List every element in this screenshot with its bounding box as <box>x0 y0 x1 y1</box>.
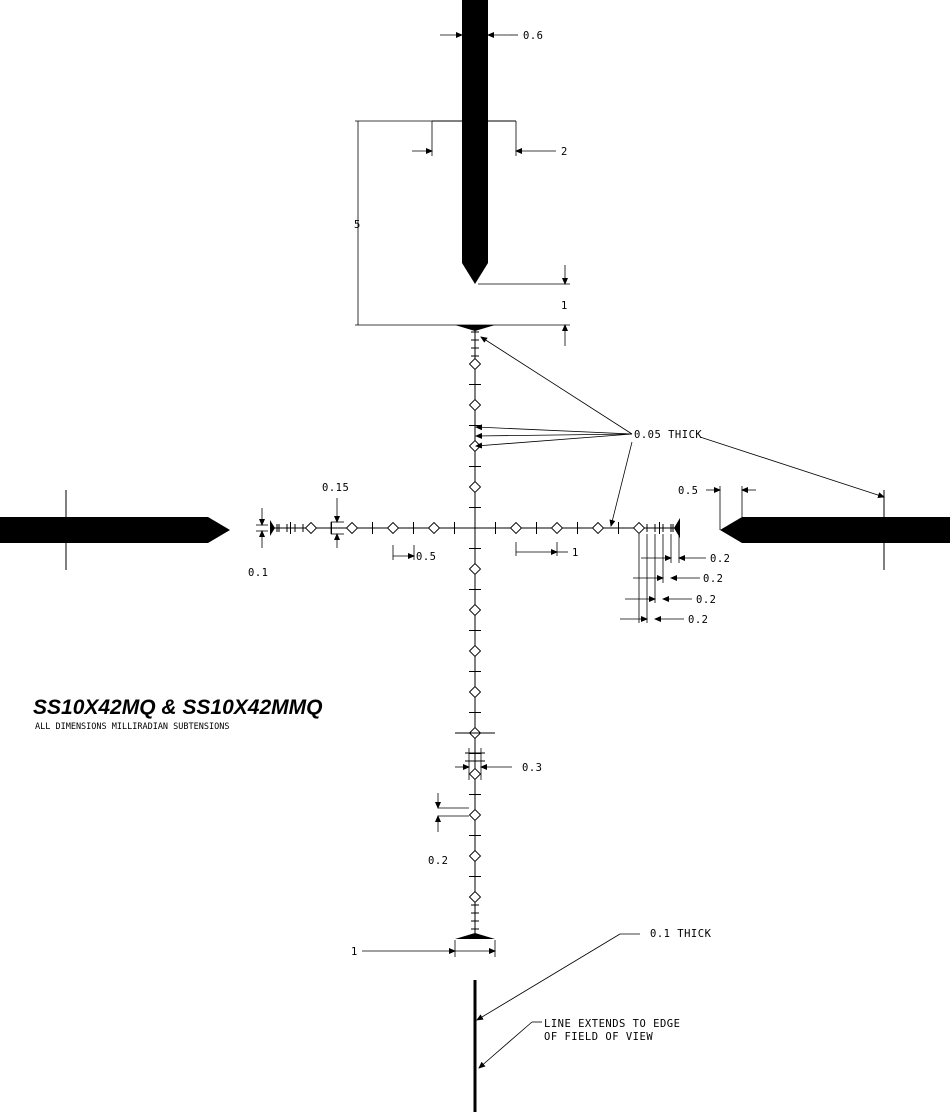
mil-diamond <box>470 400 481 411</box>
dim-end-marker <box>248 508 268 579</box>
dim-label-post-length: 5 <box>354 219 361 231</box>
dim-label-bottom-width: 1 <box>351 946 358 958</box>
bottom-end-marker <box>455 933 495 939</box>
bottom-post <box>474 980 477 1112</box>
dim-bottom-line-thickness <box>477 928 712 1020</box>
dim-label-line-thickness: 0.05 THICK <box>634 429 703 441</box>
dim-unit-spacing <box>516 542 579 559</box>
dim-label-fine-4: 0.2 <box>688 614 709 626</box>
edge-note <box>479 1018 680 1068</box>
top-end-marker <box>455 325 495 331</box>
dim-label-half-spacing: 0.5 <box>416 551 437 563</box>
dim-post-width <box>440 30 543 42</box>
dim-label-post-width: 0.6 <box>523 30 544 42</box>
dim-label-end-marker: 0.1 <box>248 567 269 579</box>
mil-diamond <box>306 523 317 534</box>
dim-label-tick-height: 0.15 <box>322 482 350 494</box>
top-post <box>462 0 488 284</box>
edge-note-line2: OF FIELD OF VIEW <box>544 1031 654 1043</box>
dim-fine-spacing <box>620 534 730 626</box>
mil-diamond <box>470 687 481 698</box>
dim-label-lower-spacing: 0.2 <box>428 855 449 867</box>
right-post <box>720 517 950 543</box>
dim-label-fine-2: 0.2 <box>703 573 724 585</box>
dim-label-post-gap: 1 <box>561 300 568 312</box>
mil-diamond <box>552 523 563 534</box>
dim-label-bottom-line-thickness: 0.1 THICK <box>650 928 712 940</box>
edge-note-line1: LINE EXTENDS TO EDGE <box>544 1018 681 1030</box>
dim-tick-height <box>322 482 349 548</box>
dim-post-gap <box>478 265 570 346</box>
mil-diamond <box>634 523 645 534</box>
dim-bottom-width <box>351 940 495 958</box>
mil-diamond <box>470 605 481 616</box>
mil-diamond <box>470 810 481 821</box>
left-post <box>0 517 230 543</box>
dim-post-taper <box>412 121 568 158</box>
dim-line-thickness <box>476 337 884 526</box>
mil-diamond <box>429 523 440 534</box>
mil-diamond <box>470 646 481 657</box>
dim-label-post-offset: 0.5 <box>678 485 699 497</box>
dim-label-fine-3: 0.2 <box>696 594 717 606</box>
dim-lower-spacing <box>428 793 469 867</box>
mil-diamond <box>470 359 481 370</box>
diagram-subtitle: ALL DIMENSIONS MILLIRADIAN SUBTENSIONS <box>35 722 230 732</box>
mil-diamond <box>511 523 522 534</box>
dim-label-fine-1: 0.2 <box>710 553 731 565</box>
mil-diamond <box>470 482 481 493</box>
mil-diamond <box>347 523 358 534</box>
mil-diamond <box>470 564 481 575</box>
dim-label-unit-spacing: 1 <box>572 547 579 559</box>
diagram-title: SS10X42MQ & SS10X42MMQ <box>33 696 323 719</box>
mil-diamond <box>470 851 481 862</box>
mil-diamond <box>388 523 399 534</box>
left-end-marker <box>270 520 275 536</box>
mil-diamond <box>593 523 604 534</box>
mil-diamond <box>470 769 481 780</box>
mil-diamond <box>470 892 481 903</box>
dim-label-hash-width: 0.3 <box>522 762 543 774</box>
dim-label-post-taper: 2 <box>561 146 568 158</box>
dim-half-spacing <box>393 545 436 563</box>
